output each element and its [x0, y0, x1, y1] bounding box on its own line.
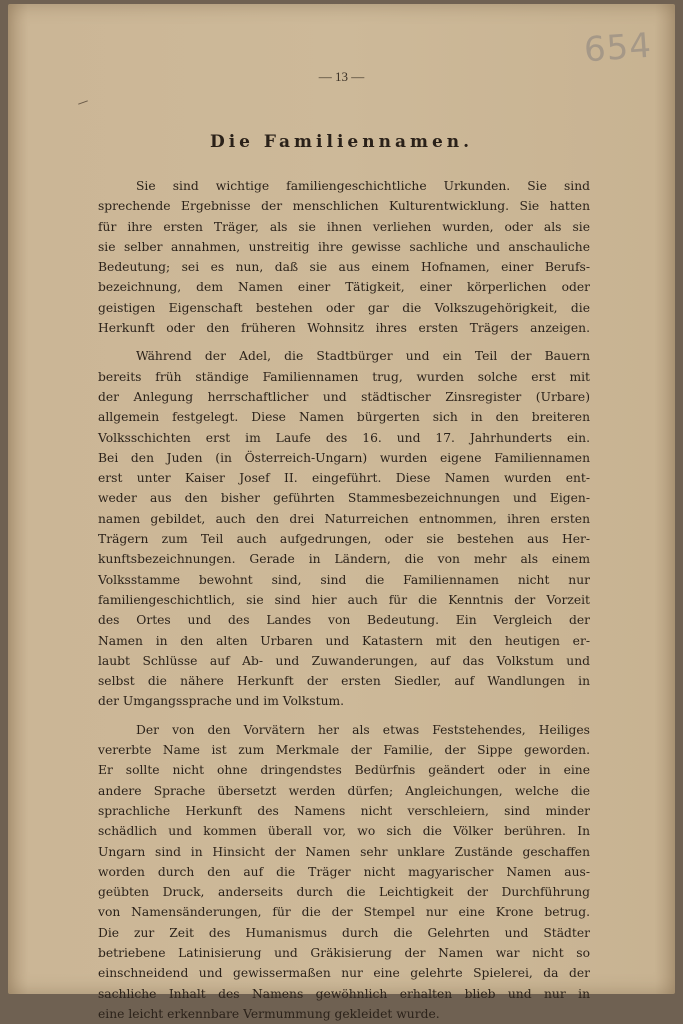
- text-line: bezeichnung, dem Namen einer Tätigkeit, einer körperlichen oder: [98, 280, 590, 295]
- book-page: [8, 4, 675, 1021]
- text-line: laubt Schlüsse auf Ab- und Zuwanderungen, auf das Volkstum und: [98, 653, 590, 668]
- text-line: kunftsbezeichnungen. Gerade in Ländern, die von mehr als einem: [98, 552, 590, 567]
- text-line: Volksstamme bewohnt sind, sind die Familiennamen nicht nur: [98, 572, 590, 587]
- text-line: weder aus den bisher geführten Stammesbezeichnungen und Eigen-: [98, 491, 590, 506]
- text-line: der Umgangssprache und im Volkstum.: [98, 694, 345, 709]
- text-line: vererbte Name ist zum Merkmale der Familie, der Sippe geworden.: [98, 743, 590, 758]
- paragraph: [98, 720, 590, 1024]
- text-line: Ungarn sind in Hinsicht der Namen sehr unklare Zustände geschaffen: [98, 844, 590, 859]
- text-line: Namen in den alten Urbaren und Katastern mit den heutigen er-: [98, 633, 590, 648]
- paragraph: [98, 346, 590, 711]
- text-line: eine leicht erkennbare Vermummung gekleidet wurde.: [98, 1006, 440, 1021]
- page-title: Die Familiennamen.: [209, 132, 474, 152]
- text-line: des Ortes und des Landes von Bedeutung. Ein Vergleich der: [98, 613, 590, 628]
- text-line: Während der Adel, die Stadtbürger und ein Teil der Bauern: [136, 349, 590, 364]
- text-line: erst unter Kaiser Josef II. eingeführt. Diese Namen wurden ent-: [98, 471, 590, 486]
- text-line: einschneidend und gewissermaßen nur eine gelehrte Spielerei, da der: [98, 966, 590, 981]
- text-line: betriebene Latinisierung und Gräkisierung der Namen war nicht so: [98, 945, 590, 960]
- text-line: Er sollte nicht ohne dringendstes Bedürfnis geändert oder in eine: [98, 763, 590, 778]
- handwritten-page-note: 654: [582, 25, 654, 71]
- text-line: familiengeschichtlich, sie sind hier auch für die Kenntnis der Vorzeit: [98, 592, 590, 607]
- text-line: Bei den Juden (in Österreich-Ungarn) wurden eigene Familiennamen: [98, 450, 590, 465]
- text-line: Trägern zum Teil auch aufgedrungen, oder sie bestehen aus Her-: [98, 532, 590, 547]
- text-line: für ihre ersten Träger, als sie ihnen verliehen wurden, oder als sie: [98, 219, 590, 234]
- paragraph: [98, 176, 590, 338]
- text-line: Sie sind wichtige familiengeschichtliche Urkunden. Sie sind: [136, 179, 590, 193]
- text-line: sie selber annahmen, unstreitig ihre gewisse sachliche und anschauliche: [98, 239, 590, 254]
- text-line: Die zur Zeit des Humanismus durch die Gelehrten und Städter: [98, 925, 590, 940]
- text-line: der Anlegung herrschaftlicher und städtischer Zinsregister (Urbare): [98, 389, 590, 404]
- text-line: worden durch den auf die Träger nicht magyarischer Namen aus-: [98, 864, 590, 879]
- text-line: selbst die nähere Herkunft der ersten Siedler, auf Wandlungen in: [98, 674, 590, 689]
- text-line: Volksschichten erst im Laufe des 16. und 17. Jahrhunderts ein.: [98, 430, 590, 445]
- page-number: — 13 —: [318, 69, 365, 84]
- text-line: sprechende Ergebnisse der menschlichen Kulturentwicklung. Sie hatten: [98, 199, 590, 214]
- text-line: von Namensänderungen, für die der Stempel nur eine Krone betrug.: [98, 905, 590, 920]
- text-line: schädlich und kommen überall vor, wo sich die Völker berühren. In: [98, 824, 590, 839]
- text-line: Herkunft oder den früheren Wohnsitz ihres ersten Trägers anzeigen.: [98, 321, 590, 336]
- text-line: geübten Druck, anderseits durch die Leichtigkeit der Durchführung: [98, 885, 590, 900]
- text-line: sachliche Inhalt des Namens gewöhnlich erhalten blieb und nur in: [98, 986, 590, 1001]
- text-line: Bedeutung; sei es nun, daß sie aus einem Hofnamen, einer Berufs-: [98, 260, 590, 275]
- body-text: [98, 176, 590, 1024]
- text-line: sprachliche Herkunft des Namens nicht verschleiern, sind minder: [98, 803, 590, 818]
- text-line: allgemein festgelegt. Diese Namen bürgerten sich in den breiteren: [98, 410, 590, 425]
- pencil-mark: [78, 100, 88, 104]
- text-line: andere Sprache übersetzt werden dürfen; Angleichungen, welche die: [98, 783, 590, 798]
- text-line: geistigen Eigenschaft bestehen oder gar die Volkszugehörigkeit, die: [98, 300, 590, 315]
- text-line: bereits früh ständige Familiennamen trug, wurden solche erst mit: [98, 369, 590, 384]
- text-line: namen gebildet, auch den drei Naturreichen entnommen, ihren ersten: [98, 511, 590, 526]
- text-line: Der von den Vorvätern her als etwas Feststehendes, Heiliges: [136, 722, 590, 737]
